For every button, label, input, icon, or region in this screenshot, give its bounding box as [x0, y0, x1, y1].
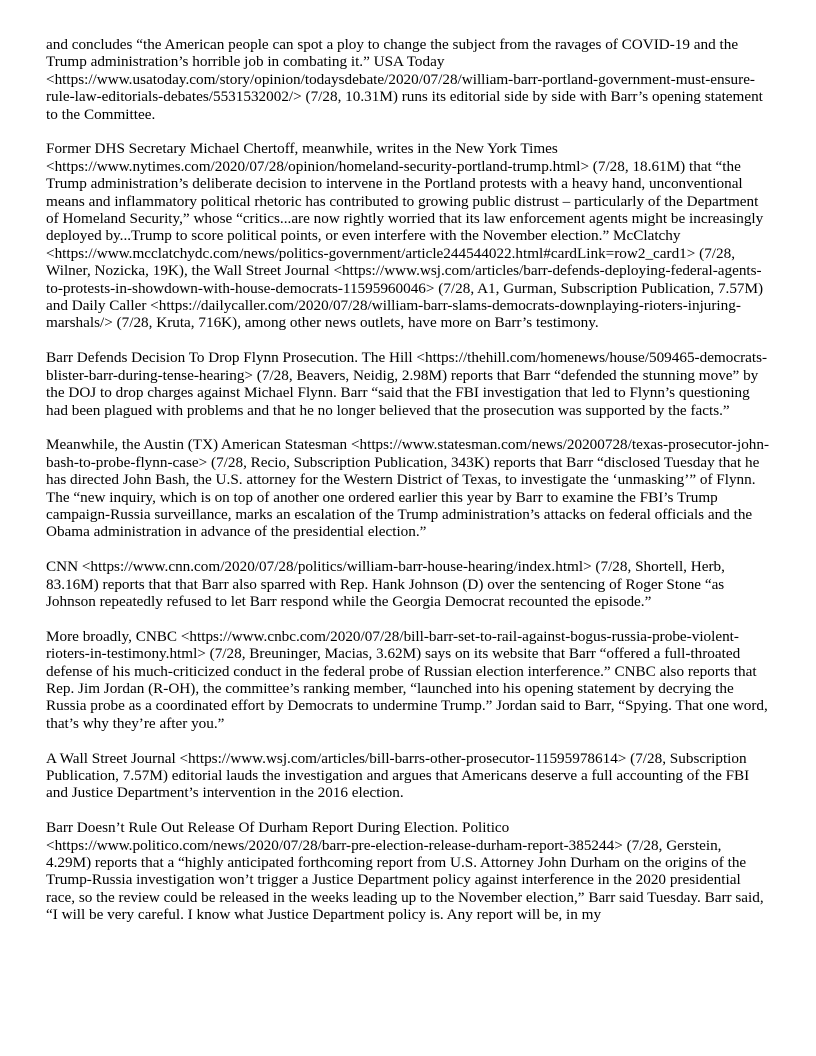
paragraph-durham-report: Barr Doesn’t Rule Out Release Of Durham Report During Election. Politico <https://www.politico.com/news/2020/07/28/barr-pre-election-release-durham-report-385244> (7/28, Gerstein, 4.29M) reports that a “highly anticipated forthcoming report from U.S. Attorney John Durham on the origins of the Trump-Russia investigation won’t trigger a Justice Department policy against interference in the 2020 presidential race, so the review could be released in the weeks leading up to the November election,” Barr said Tuesday. Barr said, “I will be very careful. I know what Justice Department policy is. Any report will be, in my: [46, 819, 764, 924]
paragraph-cnbc-jordan: More broadly, CNBC <https://www.cnbc.com/2020/07/28/bill-barr-set-to-rail-against-bogus-russia-probe-violent-rioters-in-testimony.html> (7/28, Breuninger, Macias, 3.62M) says on its website that Barr “offered a full-throated defense of his much-criticized conduct in the federal probe of Russian election interference.” CNBC also reports that Rep. Jim Jordan (R-OH), the committee’s ranking member, “launched into his opening statement by decrying the Russia probe as a coordinated effort by Democrats to undermine Trump.” Jordan said to Barr, “Spying. That one word, that’s why they’re after you.”: [46, 627, 768, 732]
paragraph-usa-today-editorial: and concludes “the American people can spot a ploy to change the subject from the ravages of COVID-19 and the Trump administration’s horrible job in combating it.” USA Today <https://www.usatoday.com/story/opinion/todaysdebate/2020/07/28/william-barr-portland-government-must-ensure-rule-law-editorials-debates/5531532002/> (7/28, 10.31M) runs its editorial side by side with Barr’s opening statement to the Committee.: [46, 36, 763, 123]
paragraph-flynn-prosecution: Barr Defends Decision To Drop Flynn Prosecution. The Hill <https://thehill.com/homenews/house/509465-democrats-blister-barr-during-tense-hearing> (7/28, Beavers, Neidig, 2.98M) reports that Barr “defended the stunning move” by the DOJ to drop charges against Michael Flynn. Barr “said that the FBI investigation that led to Flynn’s questioning had been plagued with problems and that he no longer believed that the prosecution was supported by the facts.”: [46, 349, 768, 419]
paragraph-chertoff-op-ed: Former DHS Secretary Michael Chertoff, meanwhile, writes in the New York Times <https://www.nytimes.com/2020/07/28/opinion/homeland-security-portland-trump.html> (7/28, 18.61M) that “the Trump administration’s deliberate decision to intervene in the Portland protests with a heavy hand, unconventional means and inflammatory political rhetoric has contributed to growing public distrust – particularly of the Department of Homeland Security,” whose “critics...are now rightly worried that its law enforcement agents might be increasingly deployed by...Trump to score political points, or even interfere with the November election.” McClatchy <https://www.mcclatchydc.com/news/politics-government/article244544022.html#cardLink=row2_card1> (7/28, Wilner, Nozicka, 19K), the Wall Street Journal <https://www.wsj.com/articles/barr-defends-deploying-federal-agents-to-protests-in-showdown-with-house-democrats-11595960046> (7/28, A1, Gurman, Subscription Publication, 7.57M) and Daily Caller <https://dailycaller.com/2020/07/28/william-barr-slams-democrats-downplaying-rioters-injuring-marshals/> (7/28, Kruta, 716K), among other news outlets, have more on Barr’s testimony.: [46, 140, 764, 332]
paragraph-statesman-unmasking: Meanwhile, the Austin (TX) American Statesman <https://www.statesman.com/news/20200728/texas-prosecutor-john-bash-to-probe-flynn-case> (7/28, Recio, Subscription Publication, 343K) reports that Barr “disclosed Tuesday that he has directed John Bash, the U.S. attorney for the Western District of Texas, to investigate the ‘unmasking’” of Flynn. The “new inquiry, which is on top of another one ordered earlier this year by Barr to examine the FBI’s Trump campaign-Russia surveillance, marks an escalation of the Trump administration’s attacks on federal officials and the Obama administration in advance of the presidential election.”: [46, 436, 770, 541]
document-page: [46, 36, 770, 924]
paragraph-cnn-johnson: CNN <https://www.cnn.com/2020/07/28/politics/william-barr-house-hearing/index.html> (7/28, Shortell, Herb, 83.16M) reports that that Barr also sparred with Rep. Hank Johnson (D) over the sentencing of Roger Stone “as Johnson repeatedly refused to let Barr respond while the Georgia Democrat recounted the episode.”: [46, 558, 725, 610]
paragraph-wsj-editorial: A Wall Street Journal <https://www.wsj.com/articles/bill-barrs-other-prosecutor-11595978614> (7/28, Subscription Publication, 7.57M) editorial lauds the investigation and argues that Americans deserve a full accounting of the FBI and Justice Department’s intervention in the 2016 election.: [46, 749, 750, 802]
